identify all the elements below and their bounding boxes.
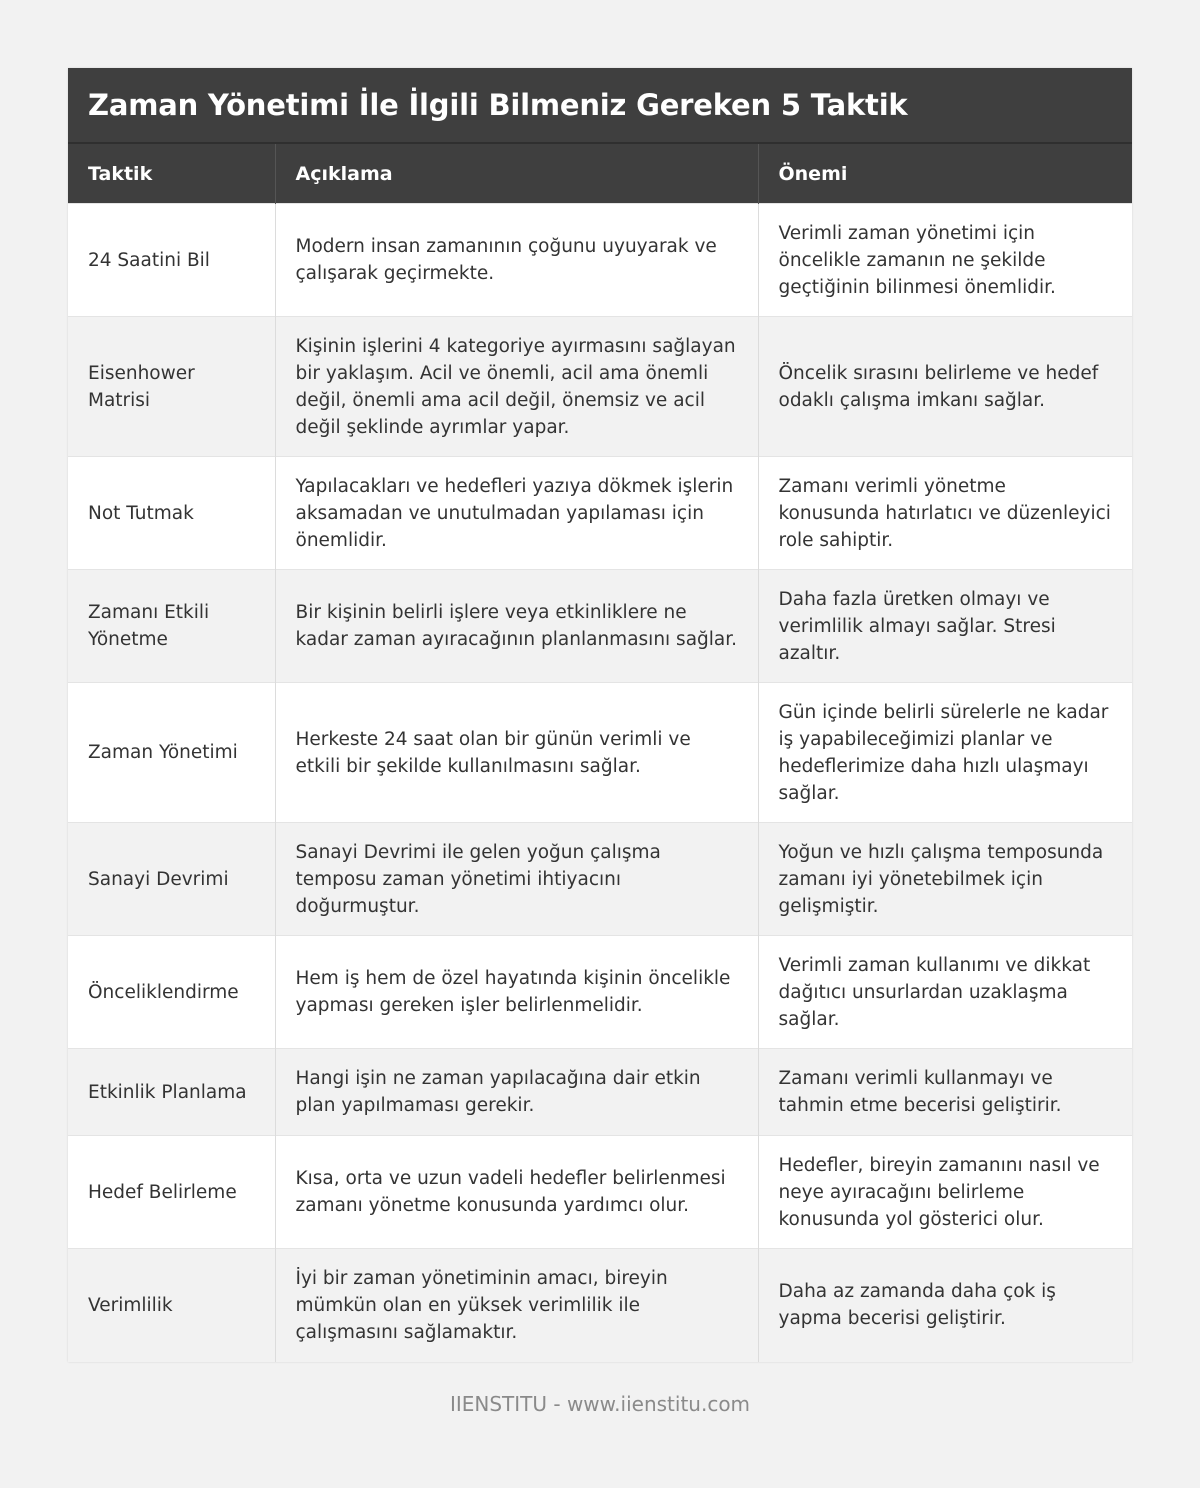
cell-aciklama: Kişinin işlerini 4 kategoriye ayırmasını sağlayan bir yaklaşım. Acil ve önemli, acil ama önemli değil, önemli ama acil değil, önemsiz ve acil değil şeklinde ayrımlar yapar. — [275, 317, 758, 457]
table-row — [68, 457, 1132, 570]
cell-onemi: Gün içinde belirli sürelerle ne kadar iş yapabileceğimizi planlar ve hedeflerimize daha hızlı ulaşmayı sağlar. — [758, 683, 1132, 823]
table-row — [68, 683, 1132, 823]
cell-aciklama: İyi bir zaman yönetiminin amacı, bireyin mümkün olan en yüksek verimlilik ile çalışmasını sağlamaktır. — [275, 1249, 758, 1362]
table-row — [68, 317, 1132, 457]
cell-aciklama: Hangi işin ne zaman yapılacağına dair etkin plan yapılmaması gerekir. — [275, 1049, 758, 1136]
cell-taktik: Zamanı Etkili Yönetme — [68, 570, 275, 683]
cell-aciklama: Kısa, orta ve uzun vadeli hedefler belirlenmesi zamanı yönetme konusunda yardımcı olur. — [275, 1136, 758, 1249]
table-header-row — [68, 144, 1132, 204]
column-header-onemi: Önemi — [758, 144, 1132, 204]
cell-taktik: Hedef Belirleme — [68, 1136, 275, 1249]
table-row — [68, 823, 1132, 936]
footer-credit: IIENSTITU - www.iienstitu.com — [449, 1392, 751, 1416]
cell-taktik: Sanayi Devrimi — [68, 823, 275, 936]
cell-onemi: Daha az zamanda daha çok iş yapma becerisi geliştirir. — [758, 1249, 1132, 1362]
table-row — [68, 1136, 1132, 1249]
cell-onemi: Öncelik sırasını belirleme ve hedef odaklı çalışma imkanı sağlar. — [758, 317, 1132, 457]
cell-aciklama: Herkeste 24 saat olan bir günün verimli ve etkili bir şekilde kullanılmasını sağlar. — [275, 683, 758, 823]
cell-taktik: Zaman Yönetimi — [68, 683, 275, 823]
column-header-taktik: Taktik — [68, 144, 275, 204]
table-row — [68, 936, 1132, 1049]
table-row — [68, 204, 1132, 317]
cell-aciklama: Hem iş hem de özel hayatında kişinin öncelikle yapması gereken işler belirlenmelidir. — [275, 936, 758, 1049]
table-title: Zaman Yönetimi İle İlgili Bilmeniz Gereken 5 Taktik — [88, 88, 908, 122]
table-row — [68, 570, 1132, 683]
cell-taktik: Not Tutmak — [68, 457, 275, 570]
cell-onemi: Verimli zaman kullanımı ve dikkat dağıtıcı unsurlardan uzaklaşma sağlar. — [758, 936, 1132, 1049]
table-row — [68, 1049, 1132, 1136]
table-row — [68, 1249, 1132, 1362]
cell-aciklama: Modern insan zamanının çoğunu uyuyarak ve çalışarak geçirmekte. — [275, 204, 758, 317]
cell-onemi: Yoğun ve hızlı çalışma temposunda zamanı iyi yönetebilmek için gelişmiştir. — [758, 823, 1132, 936]
column-header-aciklama: Açıklama — [275, 144, 758, 204]
cell-taktik: 24 Saatini Bil — [68, 204, 275, 317]
table-title-bar — [68, 68, 1132, 144]
cell-aciklama: Sanayi Devrimi ile gelen yoğun çalışma temposu zaman yönetimi ihtiyacını doğurmuştur. — [275, 823, 758, 936]
cell-onemi: Daha fazla üretken olmayı ve verimlilik almayı sağlar. Stresi azaltır. — [758, 570, 1132, 683]
cell-aciklama: Bir kişinin belirli işlere veya etkinliklere ne kadar zaman ayıracağının planlanmasını sağlar. — [275, 570, 758, 683]
tactics-table — [68, 144, 1132, 1362]
tactics-table-card — [68, 68, 1132, 1362]
cell-onemi: Zamanı verimli yönetme konusunda hatırlatıcı ve düzenleyici role sahiptir. — [758, 457, 1132, 570]
cell-onemi: Verimli zaman yönetimi için öncelikle zamanın ne şekilde geçtiğinin bilinmesi önemlidir. — [758, 204, 1132, 317]
cell-aciklama: Yapılacakları ve hedefleri yazıya dökmek işlerin aksamadan ve unutulmadan yapılaması için önemlidir. — [275, 457, 758, 570]
cell-taktik: Verimlilik — [68, 1249, 275, 1362]
cell-taktik: Eisenhower Matrisi — [68, 317, 275, 457]
cell-onemi: Zamanı verimli kullanmayı ve tahmin etme becerisi geliştirir. — [758, 1049, 1132, 1136]
cell-taktik: Önceliklendirme — [68, 936, 275, 1049]
cell-onemi: Hedefler, bireyin zamanını nasıl ve neye ayıracağını belirleme konusunda yol gösterici olur. — [758, 1136, 1132, 1249]
cell-taktik: Etkinlik Planlama — [68, 1049, 275, 1136]
